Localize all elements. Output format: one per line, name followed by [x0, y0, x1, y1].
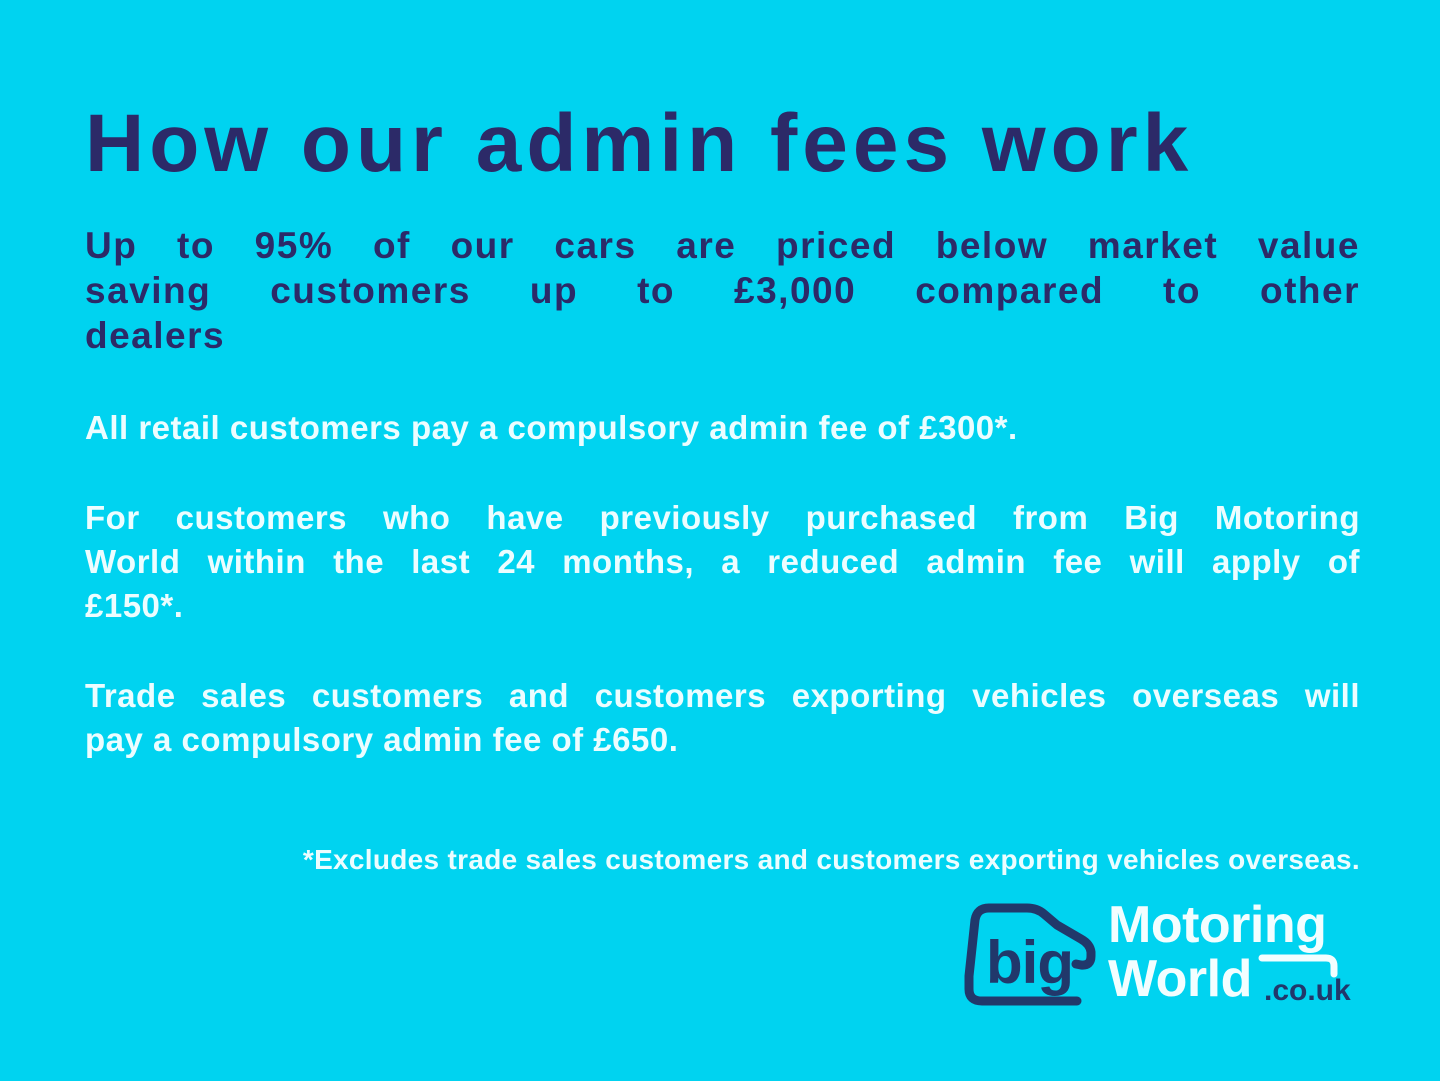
text-line: World within the last 24 months, a reduced admin fee will apply of	[85, 542, 1360, 580]
logo-road-line-icon	[1262, 958, 1334, 974]
logo-motoring-text: Motoring	[1108, 895, 1327, 954]
text-line: Up to 95% of our cars are priced below market value	[85, 224, 1360, 266]
big-motoring-world-logo	[960, 896, 1360, 1021]
text-line: For customers who have previously purchased from Big Motoring	[85, 498, 1360, 536]
big-car-icon	[969, 908, 1091, 1001]
text-line: All retail customers pay a compulsory admin fee of £300*.	[85, 408, 1018, 446]
text-line: £150*.	[85, 586, 184, 624]
text-line: pay a compulsory admin fee of £650.	[85, 720, 679, 758]
logo-domain-text: .co.uk	[1264, 973, 1351, 1007]
logo-wordmark	[1108, 896, 1351, 1008]
logo-container	[85, 896, 1360, 1021]
page-title: How our admin fees work	[85, 98, 1194, 189]
logo-big-text: big	[986, 928, 1073, 996]
footnote-exclusions: *Excludes trade sales customers and customers exporting vehicles overseas.	[302, 843, 1360, 875]
paragraph-returning-customer-fee	[85, 496, 1360, 628]
paragraph-trade-export-fee	[85, 674, 1360, 762]
logo-world-text: World	[1108, 949, 1252, 1008]
intro-text	[85, 223, 1360, 358]
text-line: dealers	[85, 314, 226, 356]
paragraph-retail-fee	[85, 406, 1360, 450]
text-line: Trade sales customers and customers exporting vehicles overseas will	[85, 676, 1360, 714]
text-line: saving customers up to £3,000 compared to other	[85, 269, 1360, 311]
